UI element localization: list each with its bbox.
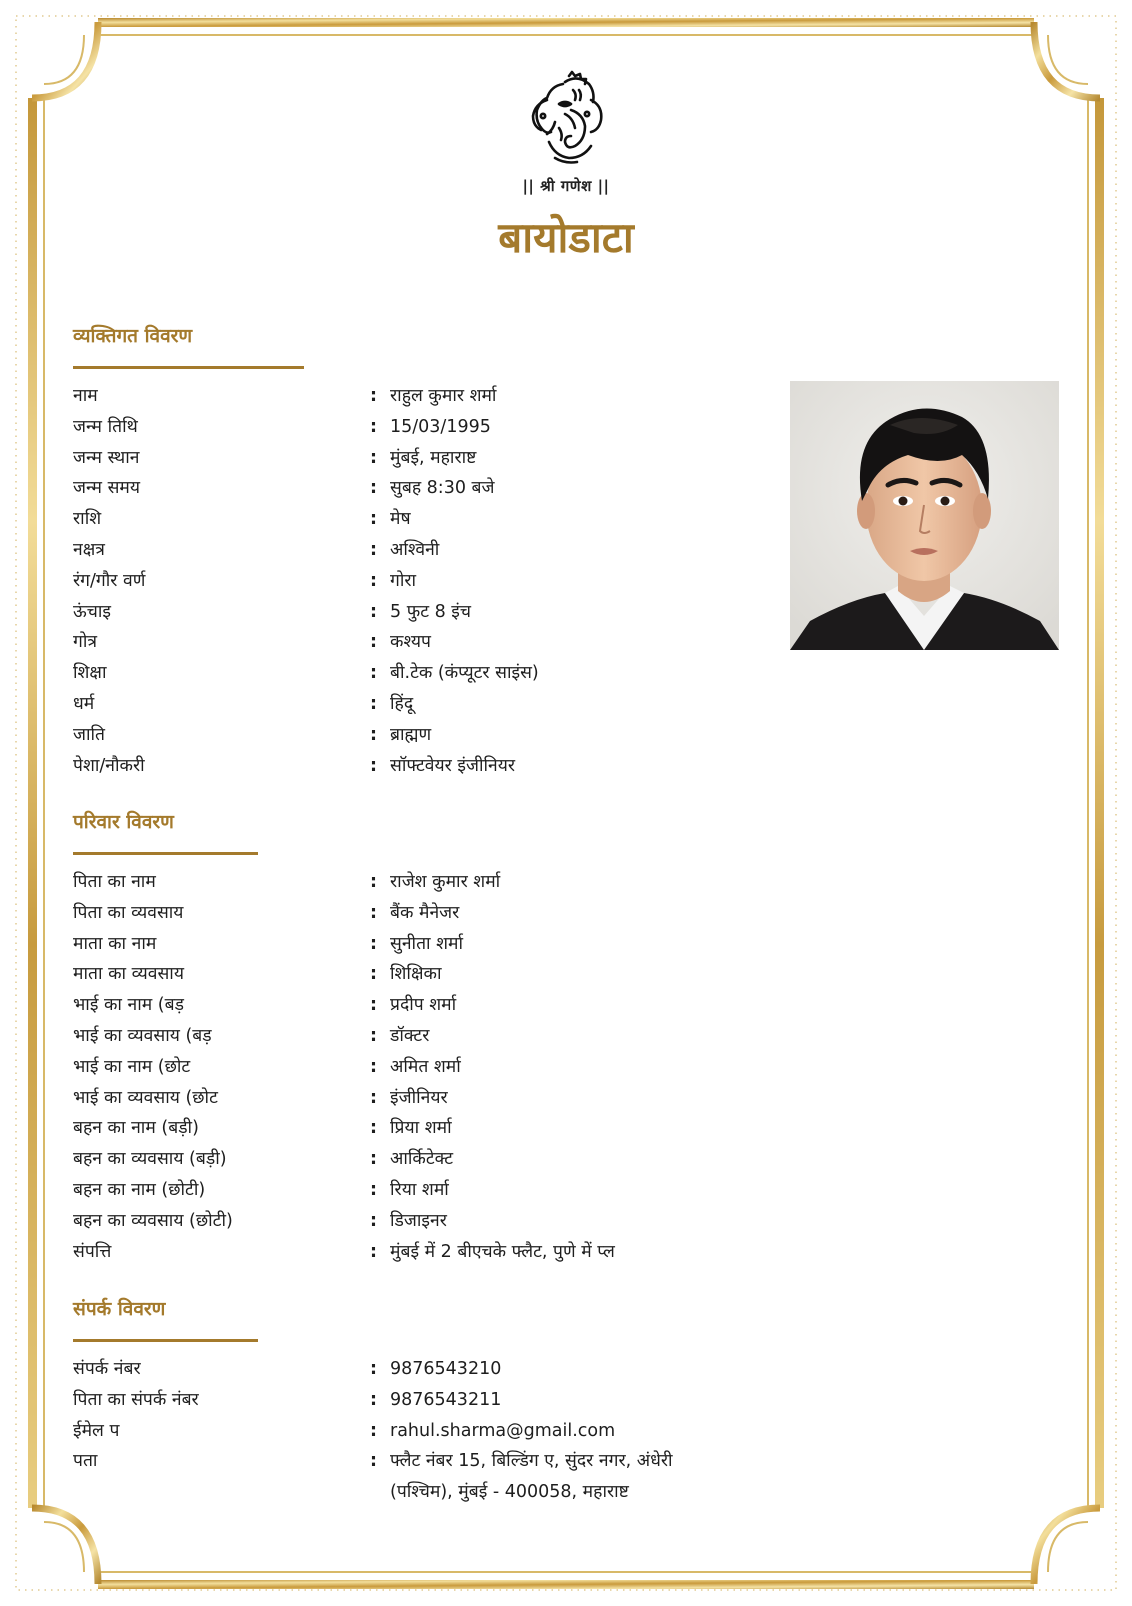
detail-separator: : <box>370 933 377 954</box>
detail-value: गोरा <box>390 570 417 591</box>
detail-row <box>73 1113 793 1144</box>
detail-row <box>73 1144 793 1175</box>
detail-label: पता <box>73 1451 98 1472</box>
detail-label: ऊंचाइ <box>73 601 111 622</box>
detail-separator: : <box>370 478 377 499</box>
detail-label: भाई का नाम (बड़ <box>73 995 184 1016</box>
detail-value: डॉक्टर <box>390 1025 430 1046</box>
detail-separator: : <box>370 1210 377 1231</box>
detail-separator: : <box>370 755 377 776</box>
section-divider <box>73 1339 258 1342</box>
detail-row <box>73 1206 793 1237</box>
profile-photo <box>790 381 1059 650</box>
detail-separator: : <box>370 1420 377 1441</box>
detail-label: भाई का व्यवसाय (छोट <box>73 1087 218 1108</box>
detail-value: डिजाइनर <box>390 1210 447 1231</box>
detail-value: rahul.sharma@gmail.com <box>390 1420 616 1441</box>
detail-value: बी.टेक (कंप्यूटर साइंस) <box>390 663 539 684</box>
detail-row <box>73 1083 793 1114</box>
detail-value: आर्किटेक्ट <box>390 1149 454 1170</box>
detail-label: गोत्र <box>73 632 98 653</box>
detail-separator: : <box>370 724 377 745</box>
detail-label: नाम <box>73 386 98 406</box>
detail-separator: : <box>370 964 377 985</box>
detail-row <box>73 959 793 990</box>
detail-value: हिंदू <box>390 693 414 714</box>
detail-label: जन्म स्थान <box>73 447 140 468</box>
detail-value: मेष <box>390 509 411 530</box>
detail-row <box>73 504 793 535</box>
detail-separator: : <box>370 1179 377 1200</box>
detail-row <box>73 1175 793 1206</box>
detail-row <box>73 1354 793 1385</box>
detail-row <box>73 1416 793 1447</box>
detail-separator: : <box>370 601 377 622</box>
detail-separator: : <box>370 416 377 437</box>
detail-separator: : <box>370 1451 377 1472</box>
detail-value: प्रिया शर्मा <box>390 1118 452 1139</box>
detail-row <box>73 751 793 782</box>
detail-row <box>73 658 793 689</box>
detail-separator: : <box>370 539 377 560</box>
detail-row <box>73 689 793 720</box>
detail-label: राशि <box>73 509 102 530</box>
detail-row <box>73 566 793 597</box>
detail-row <box>73 898 793 929</box>
detail-value: 15/03/1995 <box>390 416 491 437</box>
detail-value: मुंबई, महाराष्ट <box>390 447 477 468</box>
header <box>0 70 1132 265</box>
detail-label: शिक्षा <box>73 663 107 684</box>
detail-value: सुनीता शर्मा <box>390 933 464 954</box>
family-details-section <box>73 808 793 1267</box>
detail-value: राहुल कुमार शर्मा <box>390 386 497 406</box>
detail-label: ईमेल प <box>73 1420 120 1441</box>
section-divider <box>73 852 258 855</box>
detail-label: पिता का संपर्क नंबर <box>73 1389 199 1410</box>
detail-row <box>73 720 793 751</box>
detail-separator: : <box>370 663 377 684</box>
detail-row <box>73 1446 793 1508</box>
detail-label: पेशा/नौकरी <box>73 755 145 776</box>
ganesha-icon <box>525 70 607 166</box>
detail-label: बहन का व्यवसाय (छोटी) <box>73 1210 233 1231</box>
detail-label: भाई का व्यवसाय (बड़ <box>73 1025 212 1046</box>
detail-separator: : <box>370 1087 377 1108</box>
section-heading: व्यक्तिगत विवरण <box>73 325 193 347</box>
detail-row <box>73 1021 793 1052</box>
detail-row <box>73 627 793 658</box>
detail-separator: : <box>370 1389 377 1410</box>
detail-row <box>73 535 793 566</box>
detail-value: 5 फुट 8 इंच <box>390 601 471 622</box>
detail-label: भाई का नाम (छोट <box>73 1056 191 1077</box>
detail-value: 9876543210 <box>390 1359 502 1379</box>
detail-separator: : <box>370 872 377 892</box>
detail-separator: : <box>370 693 377 714</box>
detail-value: 9876543211 <box>390 1389 502 1410</box>
detail-row <box>73 990 793 1021</box>
detail-separator: : <box>370 1149 377 1170</box>
detail-separator: : <box>370 447 377 468</box>
detail-label: संपर्क नंबर <box>73 1359 141 1379</box>
detail-separator: : <box>370 995 377 1016</box>
detail-label: रंग/गौर वर्ण <box>73 570 146 591</box>
section-heading: संपर्क विवरण <box>73 1298 166 1320</box>
detail-value: ब्राह्मण <box>390 724 432 745</box>
detail-value: बैंक मैनेजर <box>390 902 460 923</box>
detail-separator: : <box>370 509 377 530</box>
detail-separator: : <box>370 386 377 406</box>
detail-label: माता का व्यवसाय <box>73 964 184 985</box>
detail-separator: : <box>370 1118 377 1139</box>
detail-value: राजेश कुमार शर्मा <box>390 872 501 892</box>
detail-separator: : <box>370 1359 377 1379</box>
detail-separator: : <box>370 1056 377 1077</box>
detail-value: अश्विनी <box>390 539 440 560</box>
personal-details-section <box>73 322 793 781</box>
detail-value: रिया शर्मा <box>390 1179 449 1200</box>
detail-label: बहन का नाम (बड़ी) <box>73 1118 199 1139</box>
section-heading: परिवार विवरण <box>73 811 174 833</box>
personal-details-list <box>73 381 793 781</box>
detail-separator: : <box>370 902 377 923</box>
detail-separator: : <box>370 1241 377 1262</box>
detail-row <box>73 381 793 412</box>
contact-details-list <box>73 1354 793 1508</box>
detail-row <box>73 867 793 898</box>
detail-row <box>73 1052 793 1083</box>
detail-value: सुबह 8:30 बजे <box>390 478 495 499</box>
detail-label: पिता का नाम <box>73 872 156 892</box>
detail-row <box>73 443 793 474</box>
detail-label: संपत्ति <box>73 1241 112 1262</box>
detail-row <box>73 1385 793 1416</box>
detail-value: सॉफ्टवेयर इंजीनियर <box>390 755 516 776</box>
detail-separator: : <box>370 632 377 653</box>
detail-label: जन्म समय <box>73 478 141 499</box>
detail-row <box>73 597 793 628</box>
document-title: बायोडाटा <box>498 213 634 262</box>
detail-value: शिक्षिका <box>390 964 442 985</box>
detail-value: अमित शर्मा <box>390 1056 461 1077</box>
detail-separator: : <box>370 570 377 591</box>
detail-value: प्रदीप शर्मा <box>390 995 457 1016</box>
detail-value: इंजीनियर <box>390 1087 448 1108</box>
detail-value: मुंबई में 2 बीएचके फ्लैट, पुणे में प्ल <box>390 1241 615 1262</box>
detail-value: कश्यप <box>390 632 431 653</box>
detail-label: माता का नाम <box>73 933 157 954</box>
detail-separator: : <box>370 1025 377 1046</box>
detail-label: जाति <box>73 724 106 745</box>
detail-row <box>73 929 793 960</box>
detail-label: धर्म <box>73 693 95 714</box>
detail-row <box>73 473 793 504</box>
section-divider <box>73 366 304 369</box>
family-details-list <box>73 867 793 1267</box>
detail-row <box>73 1237 793 1268</box>
detail-row <box>73 412 793 443</box>
detail-label: जन्म तिथि <box>73 416 138 437</box>
contact-details-section <box>73 1295 793 1508</box>
detail-label: पिता का व्यवसाय <box>73 902 184 923</box>
detail-label: नक्षत्र <box>73 539 105 560</box>
invocation-text: || श्री गणेश || <box>522 177 610 195</box>
detail-label: बहन का नाम (छोटी) <box>73 1179 206 1200</box>
detail-value: फ्लैट नंबर 15, बिल्डिंग ए, सुंदर नगर, अंधेरी (पश्चिम), मुंबई - 400058, महाराष्ट <box>390 1451 673 1503</box>
detail-label: बहन का व्यवसाय (बड़ी) <box>73 1149 227 1170</box>
